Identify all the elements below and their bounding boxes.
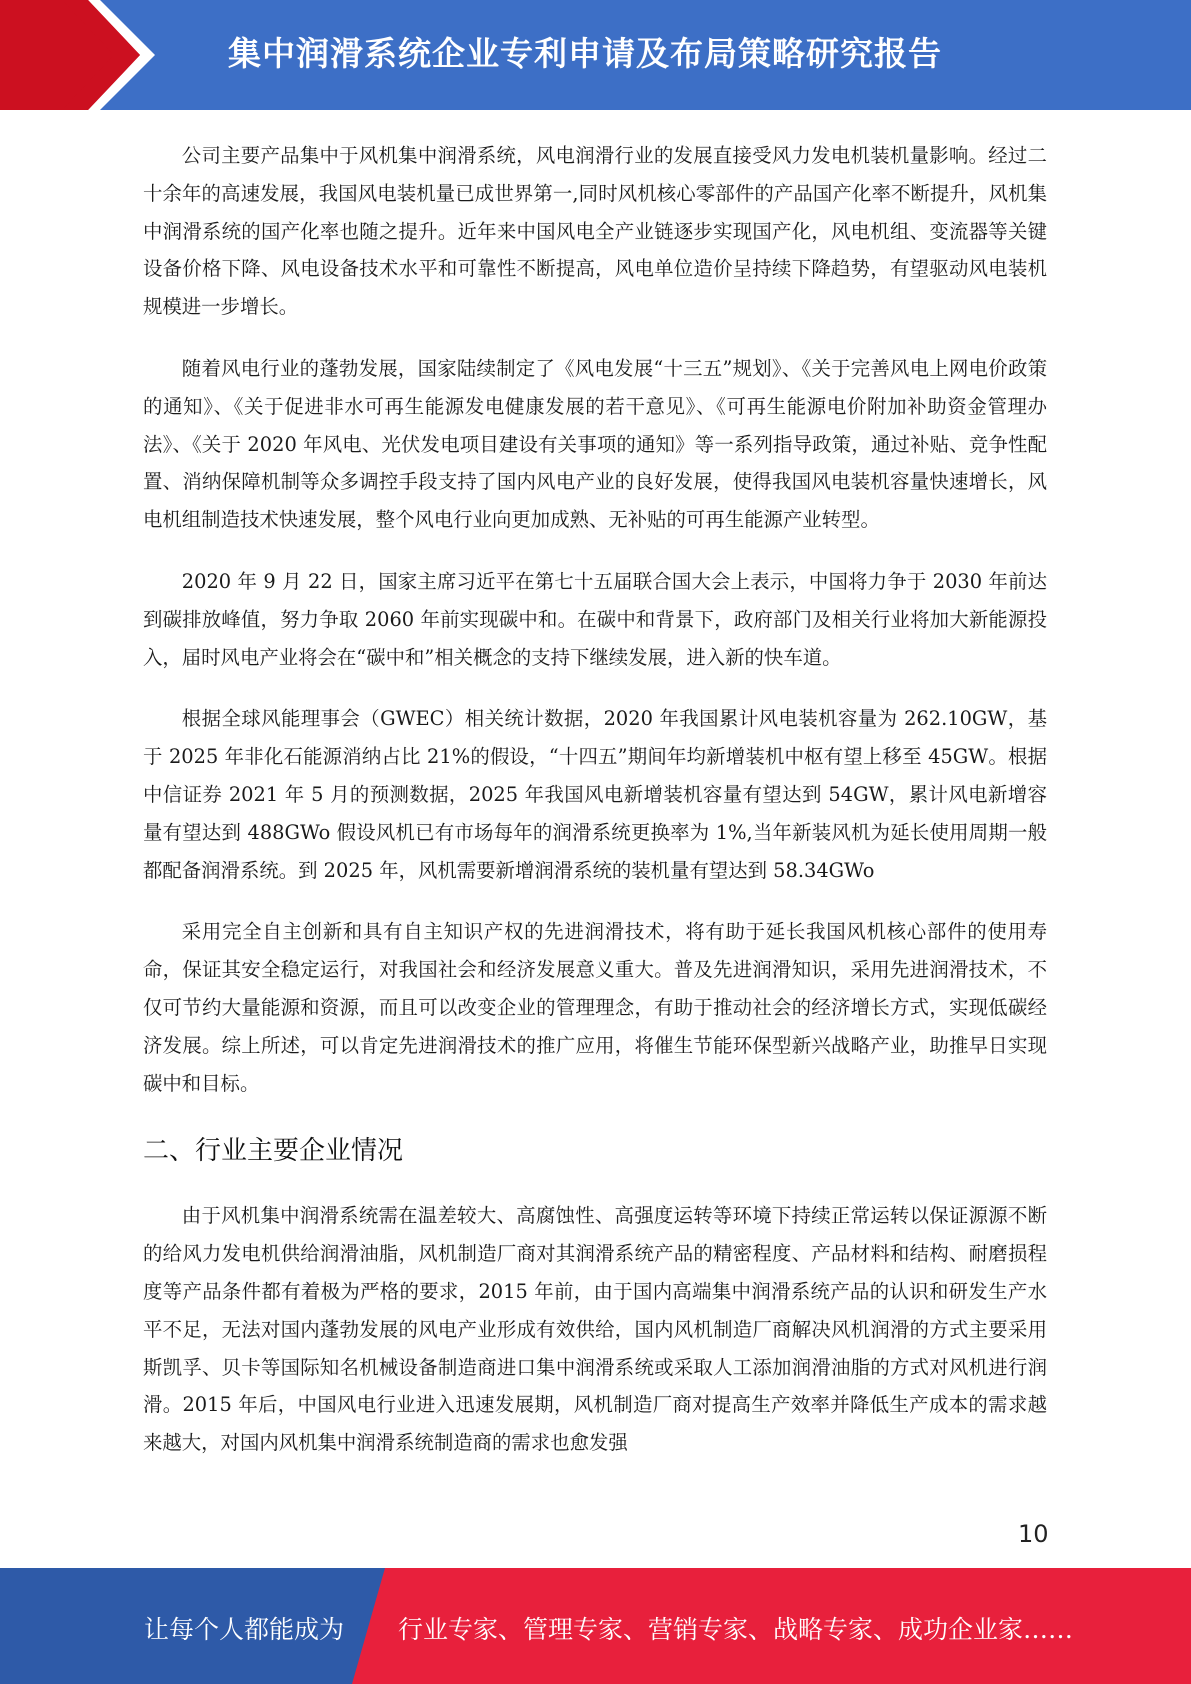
paragraph-2: 随着风电行业的蓬勃发展，国家陆续制定了《风电发展“十三五”规划》、《关于完善风电上网电价政策的通知》、《关于促进非水可再生能源发电健康发展的若干意见》、《可再生能源电价附加补助资金管理办法》、《关于 2020 年风电、光伏发电项目建设有关事项的通知》等一系列指导政策，通过补贴、竞争性配置、消纳保障机制等众多调控手段支持了国内风电产业的良好发展，使得我国风电装机容量快速增长，风电机组制造技术快速发展，整个风电行业向更加成熟、无补贴的可再生能源产业转型。 bbox=[143, 356, 1047, 532]
section-paragraph: 由于风机集中润滑系统需在温差较大、高腐蚀性、高强度运转等环境下持续正常运转以保证源源不断的给风力发电机供给润滑油脂，风机制造厂商对其润滑系统产品的精密程度、产品材料和结构、耐磨损程度等产品条件都有着极为严格的要求，2015 年前，由于国内高端集中润滑系统产品的认识和研发生产水平不足，无法对国内蓬勃发展的风电产业形成有效供给，国内风机制造厂商解决风机润滑的方式主要采用斯凯孚、贝卡等国际知名机械设备制造商进口集中润滑系统或采取人工添加润滑油脂的方式对风机进行润滑。2015 年后，中国风电行业进入迅速发展期，风机制造厂商对提高生产效率并降低生产成本的需求越来越大，对国内风机集中润滑系统制造商的需求也愈发强 bbox=[143, 1204, 1047, 1455]
report-title: 集中润滑系统企业专利申请及布局策略研究报告 bbox=[228, 34, 942, 73]
footer-slogan-right: 行业专家、管理专家、营销专家、战略专家、成功企业家…… bbox=[398, 1615, 1074, 1644]
page-footer bbox=[0, 1568, 1191, 1684]
section-heading: 二、行业主要企业情况 bbox=[143, 1136, 404, 1167]
header-red-chevron-decoration bbox=[0, 0, 160, 110]
page-header bbox=[0, 0, 1191, 110]
document-body bbox=[143, 137, 1047, 1486]
page-number: 10 bbox=[1018, 1520, 1049, 1548]
footer-slogan-left: 让每个人都能成为 bbox=[144, 1615, 345, 1644]
paragraph-5: 采用完全自主创新和具有自主知识产权的先进润滑技术，将有助于延长我国风机核心部件的使用寿命，保证其安全稳定运行，对我国社会和经济发展意义重大。普及先进润滑知识，采用先进润滑技术，不仅可节约大量能源和资源，而且可以改变企业的管理理念，有助于推动社会的经济增长方式，实现低碳经济发展。综上所述，可以肯定先进润滑技术的推广应用，将催生节能环保型新兴战略产业，助推早日实现碳中和目标。 bbox=[143, 920, 1047, 1095]
paragraph-3: 2020 年 9 月 22 日，国家主席习近平在第七十五届联合国大会上表示，中国将力争于 2030 年前达到碳排放峰值，努力争取 2060 年前实现碳中和。在碳中和背景下，政府部门及相关行业将加大新能源投入，届时风电产业将会在“碳中和”相关概念的支持下继续发展，进入新的快车道。 bbox=[143, 569, 1047, 669]
paragraph-1: 公司主要产品集中于风机集中润滑系统，风电润滑行业的发展直接受风力发电机装机量影响。经过二十余年的高速发展，我国风电装机量已成世界第一,同时风机核心零部件的产品国产化率不断提升，风机集中润滑系统的国产化率也随之提升。近年来中国风电全产业链逐步实现国产化，风电机组、变流器等关键设备价格下降、风电设备技术水平和可靠性不断提高，风电单位造价呈持续下降趋势，有望驱动风电装机规模进一步增长。 bbox=[143, 144, 1047, 319]
paragraph-4: 根据全球风能理事会（GWEC）相关统计数据，2020 年我国累计风电装机容量为 262.10GW，基于 2025 年非化石能源消纳占比 21%的假设，“十四五”期间年均新增装机中枢有望上移至 45GW。根据中信证券 2021 年 5 月的预测数据，2025 年我国风电新增装机容量有望达到 54GW，累计风电新增容量有望达到 488GWo 假设风机已有市场每年的润滑系统更换率为 1%,当年新装风机为延长使用周期一般都配备润滑系统。到 2025 年，风机需要新增润滑系统的装机量有望达到 58.34GWo bbox=[143, 707, 1047, 882]
